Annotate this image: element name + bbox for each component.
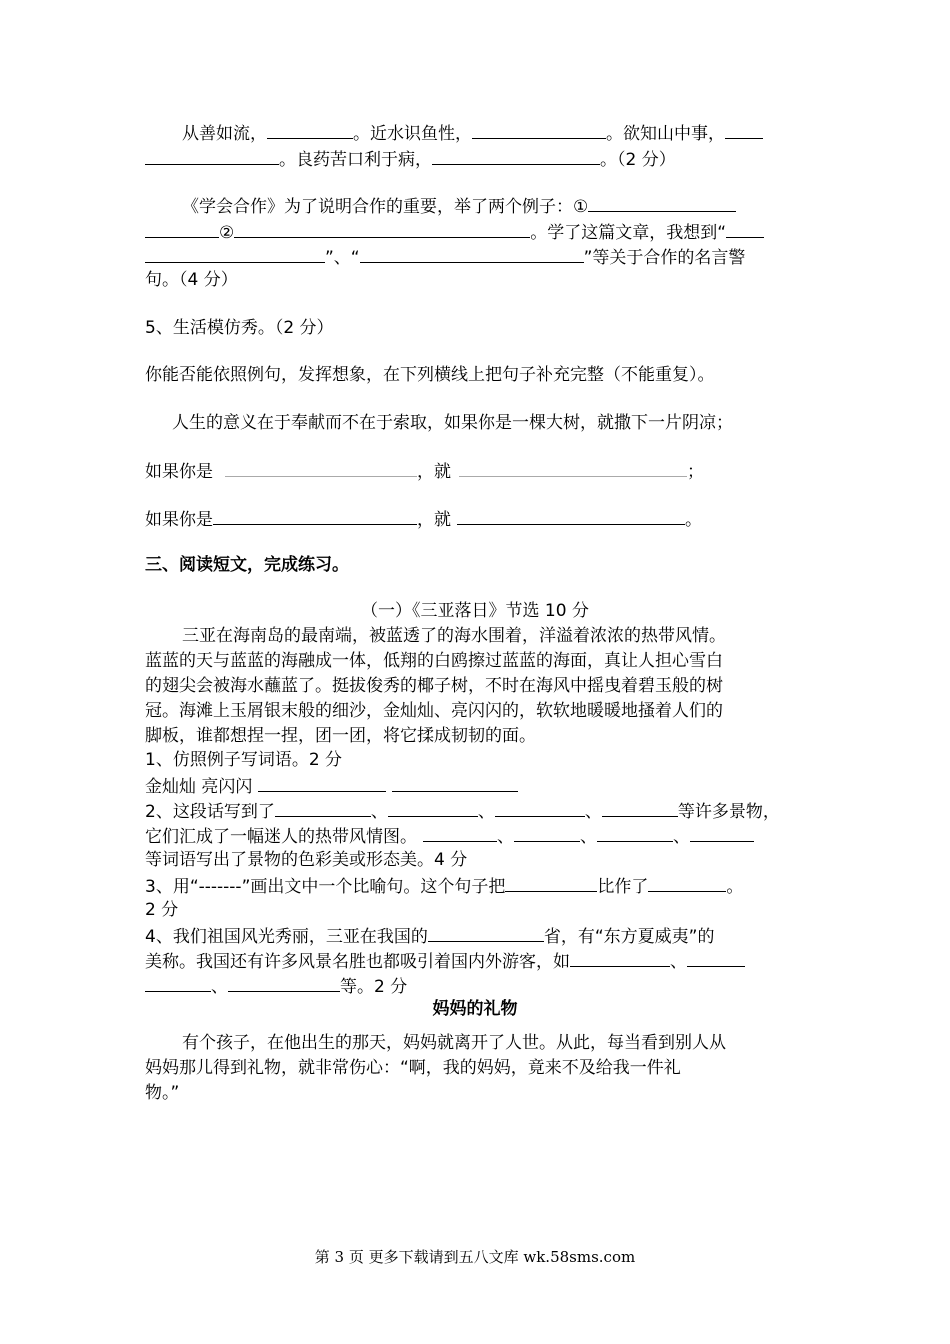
q5-instruction (145, 363, 715, 388)
answer-blank[interactable] (725, 120, 763, 139)
text: 句。（4 分） (145, 270, 238, 290)
answer-blank[interactable] (267, 120, 353, 139)
cooperate-line-3 (145, 244, 745, 269)
text: 人生的意义在于奉献而不在于索取，如果你是一棵大树，就撒下一片阴凉； (172, 413, 733, 433)
text: ② (219, 223, 235, 243)
text: 、 (670, 952, 687, 972)
q5-example (172, 411, 733, 436)
passage2-title (145, 997, 805, 1022)
answer-blank[interactable] (432, 146, 600, 165)
q4-line-3 (145, 973, 407, 998)
text: 等许多景物， (677, 802, 780, 822)
answer-blank[interactable] (145, 973, 211, 992)
answer-blank[interactable] (225, 458, 417, 477)
text: 比作了 (597, 877, 649, 897)
text: 妈妈那儿得到礼物，就非常伤心：“啊，我的妈妈，竟来不及给我一件礼 (145, 1058, 681, 1078)
answer-blank[interactable] (428, 923, 544, 942)
answer-blank[interactable] (457, 506, 685, 525)
page-footer (0, 1245, 950, 1270)
q5-answer-line-2 (145, 506, 702, 531)
text: 如果你是 (145, 462, 213, 482)
text: 三亚在海南岛的最南端，被蓝透了的海水围着，洋溢着浓浓的热带风情。 (182, 626, 726, 646)
section3-heading (145, 553, 349, 578)
text: 。 (685, 510, 702, 530)
text: 、 (370, 802, 388, 822)
passage1-line (182, 624, 726, 649)
q5-answer-line-1 (145, 458, 704, 483)
text: 《学会合作》为了说明合作的重要，举了两个例子：① (182, 197, 589, 217)
text: （一）《三亚落日》节选 10 分 (361, 601, 589, 621)
q2-line-1 (145, 798, 780, 823)
text: 。学了这篇文章，我想到“ (530, 223, 727, 243)
q2-line-3 (145, 848, 467, 873)
text: 。 (726, 877, 744, 897)
text: 妈妈的礼物 (432, 999, 518, 1019)
footer-text: 第 3 页 更多下载请到五八文库 wk.58sms.com (314, 1248, 636, 1266)
text: 蓝蓝的天与蓝蓝的海融成一体，低翔的白鸥擦过蓝蓝的海面，真让人担心雪白 (145, 651, 723, 671)
proverbs-line-2 (145, 146, 676, 171)
text: 。良药苦口利于病， (279, 150, 432, 170)
answer-blank[interactable] (258, 773, 386, 792)
text: 、 (497, 827, 514, 847)
text: 脚板，谁都想捏一捏，团一团，将它揉成韧韧的面。 (145, 726, 536, 746)
text: 有个孩子，在他出生的那天，妈妈就离开了人世。从此，每当看到别人从 (182, 1033, 726, 1053)
answer-blank[interactable] (514, 823, 580, 842)
answer-blank[interactable] (472, 120, 606, 139)
text: ，就 (417, 462, 451, 482)
text: 。欲知山中事， (606, 124, 725, 144)
text: 省，有“东方夏威夷”的 (543, 927, 715, 947)
text: 金灿灿 亮闪闪 (145, 777, 253, 797)
answer-blank[interactable] (392, 773, 518, 792)
passage1-line (145, 724, 536, 749)
text: 4、我们祖国风光秀丽，三亚在我国的 (145, 927, 428, 947)
answer-blank[interactable] (690, 823, 754, 842)
text: 3、用“-------”画出文中一个比喻句。这个句子把 (145, 877, 506, 897)
text: 冠。海滩上玉屑银末般的细沙，金灿灿、亮闪闪的，软软地暖暖地搔着人们的 (145, 701, 723, 721)
text: 、 (673, 827, 690, 847)
answer-blank[interactable] (687, 948, 745, 967)
text: 的翅尖会被海水蘸蓝了。挺拔俊秀的椰子树，不时在海风中摇曳着碧玉般的树 (145, 676, 723, 696)
q3-line-1 (145, 873, 743, 898)
passage2-line (182, 1031, 726, 1056)
answer-blank[interactable] (275, 798, 371, 817)
text: 、 (584, 802, 602, 822)
text: 等词语写出了景物的色彩美或形态美。4 分 (145, 850, 468, 870)
answer-blank[interactable] (597, 823, 673, 842)
text: 、 (477, 802, 495, 822)
answer-blank[interactable] (459, 458, 687, 477)
passage1-line (145, 649, 723, 674)
passage1-line (145, 674, 723, 699)
answer-blank[interactable] (145, 146, 279, 165)
answer-blank[interactable] (602, 798, 678, 817)
answer-blank[interactable] (213, 506, 417, 525)
text: 。（2 分） (600, 150, 676, 170)
answer-blank[interactable] (234, 219, 530, 238)
cooperate-line-1 (182, 193, 736, 218)
passage2-line (145, 1056, 681, 1081)
cooperate-line-2 (145, 219, 764, 244)
answer-blank[interactable] (495, 798, 585, 817)
text: 如果你是 (145, 510, 213, 530)
answer-blank[interactable] (423, 823, 497, 842)
passage1-title (145, 599, 805, 624)
text: ，就 (417, 510, 451, 530)
text: 。近水识鱼性， (353, 124, 472, 144)
q4-line-1 (145, 923, 714, 948)
text: 从善如流， (182, 124, 267, 144)
text: ； (687, 462, 704, 482)
text: 5、生活模仿秀。（2 分） (145, 318, 334, 338)
answer-blank[interactable] (360, 244, 584, 263)
q1-title (145, 748, 342, 773)
answer-blank[interactable] (228, 973, 340, 992)
text: 2、这段话写到了 (145, 802, 275, 822)
answer-blank[interactable] (648, 873, 726, 892)
q3-line-2 (145, 898, 178, 923)
text: 1、仿照例子写词语。2 分 (145, 750, 343, 770)
text: ”、“ (325, 248, 360, 268)
answer-blank[interactable] (505, 873, 597, 892)
answer-blank[interactable] (588, 193, 736, 212)
cooperate-line-4 (145, 268, 238, 293)
text: 等。2 分 (340, 977, 408, 997)
text: 2 分 (145, 900, 179, 920)
answer-blank[interactable] (570, 948, 670, 967)
answer-blank[interactable] (726, 219, 764, 238)
answer-blank[interactable] (388, 798, 478, 817)
passage2-line (145, 1081, 179, 1106)
text: ”等关于合作的名言警 (583, 248, 746, 268)
q1-answer-line (145, 773, 518, 798)
text: 、 (211, 977, 228, 997)
text: 美称。我国还有许多风景名胜也都吸引着国内外游客，如 (145, 952, 570, 972)
passage1-line (145, 699, 723, 724)
q5-title (145, 316, 334, 341)
answer-blank[interactable] (145, 244, 325, 263)
text: 它们汇成了一幅迷人的热带风情图。 (145, 827, 417, 847)
q2-line-2 (145, 823, 754, 848)
answer-blank[interactable] (145, 219, 219, 238)
text: 物。” (145, 1083, 180, 1103)
text: 三、阅读短文，完成练习。 (145, 555, 349, 575)
proverbs-line-1 (182, 120, 763, 145)
text: 你能否能依照例句，发挥想象，在下列横线上把句子补充完整（不能重复）。 (145, 365, 715, 385)
q4-line-2 (145, 948, 745, 973)
text: 、 (580, 827, 597, 847)
